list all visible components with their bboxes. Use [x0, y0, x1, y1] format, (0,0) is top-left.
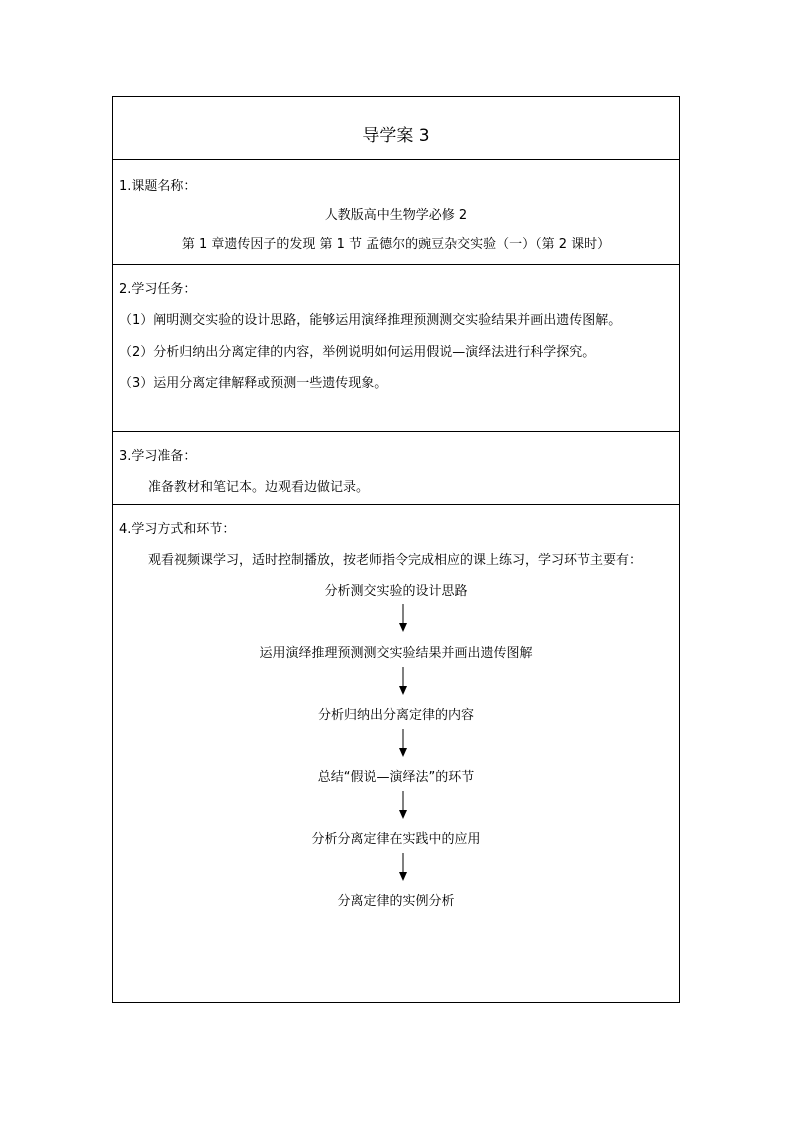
- worksheet-table: [112, 96, 680, 1003]
- flow-step: 分析分离定律在实践中的应用: [311, 832, 481, 847]
- title-row: [113, 97, 679, 160]
- method-row: [113, 505, 679, 1002]
- flow-step: 分析测交实验的设计思路: [324, 584, 468, 599]
- prep-heading: 3.学习准备：: [119, 449, 197, 464]
- prep-row: [113, 432, 679, 505]
- down-arrow-icon: [397, 791, 409, 819]
- prep-text: 准备教材和笔记本。边观看边做记录。: [148, 480, 370, 495]
- tasks-row: [113, 265, 679, 432]
- method-heading: 4.学习方式和环节：: [119, 522, 236, 537]
- flow-step: 运用演绎推理预测测交实验结果并画出遗传图解: [259, 646, 533, 661]
- down-arrow-icon: [397, 853, 409, 881]
- flow-step: 总结“假说—演绎法”的环节: [317, 770, 475, 785]
- down-arrow-icon: [397, 667, 409, 695]
- down-arrow-icon: [397, 604, 409, 632]
- course-line-1: 人教版高中生物学必修 2: [324, 208, 468, 223]
- page-title: 导学案 3: [362, 126, 430, 146]
- method-intro: 观看视频课学习，适时控制播放，按老师指令完成相应的课上练习，学习环节主要有：: [148, 553, 643, 568]
- flow-step: 分析归纳出分离定律的内容: [317, 708, 474, 723]
- task-item: （1）阐明测交实验的设计思路，能够运用演绎推理预测测交实验结果并画出遗传图解。: [119, 313, 622, 328]
- course-line-2: 第 1 章遗传因子的发现 第 1 节 孟德尔的豌豆杂交实验（一）（第 2 课时）: [181, 237, 611, 252]
- task-item: （2）分析归纳出分离定律的内容，举例说明如何运用假说—演绎法进行科学探究。: [119, 345, 596, 360]
- flow-step: 分离定律的实例分析: [337, 894, 455, 909]
- course-row: [113, 160, 679, 265]
- down-arrow-icon: [397, 729, 409, 757]
- task-item: （3）运用分离定律解释或预测一些遗传现象。: [119, 376, 388, 391]
- course-heading: 1.课题名称：: [119, 179, 197, 194]
- tasks-heading: 2.学习任务：: [119, 282, 197, 297]
